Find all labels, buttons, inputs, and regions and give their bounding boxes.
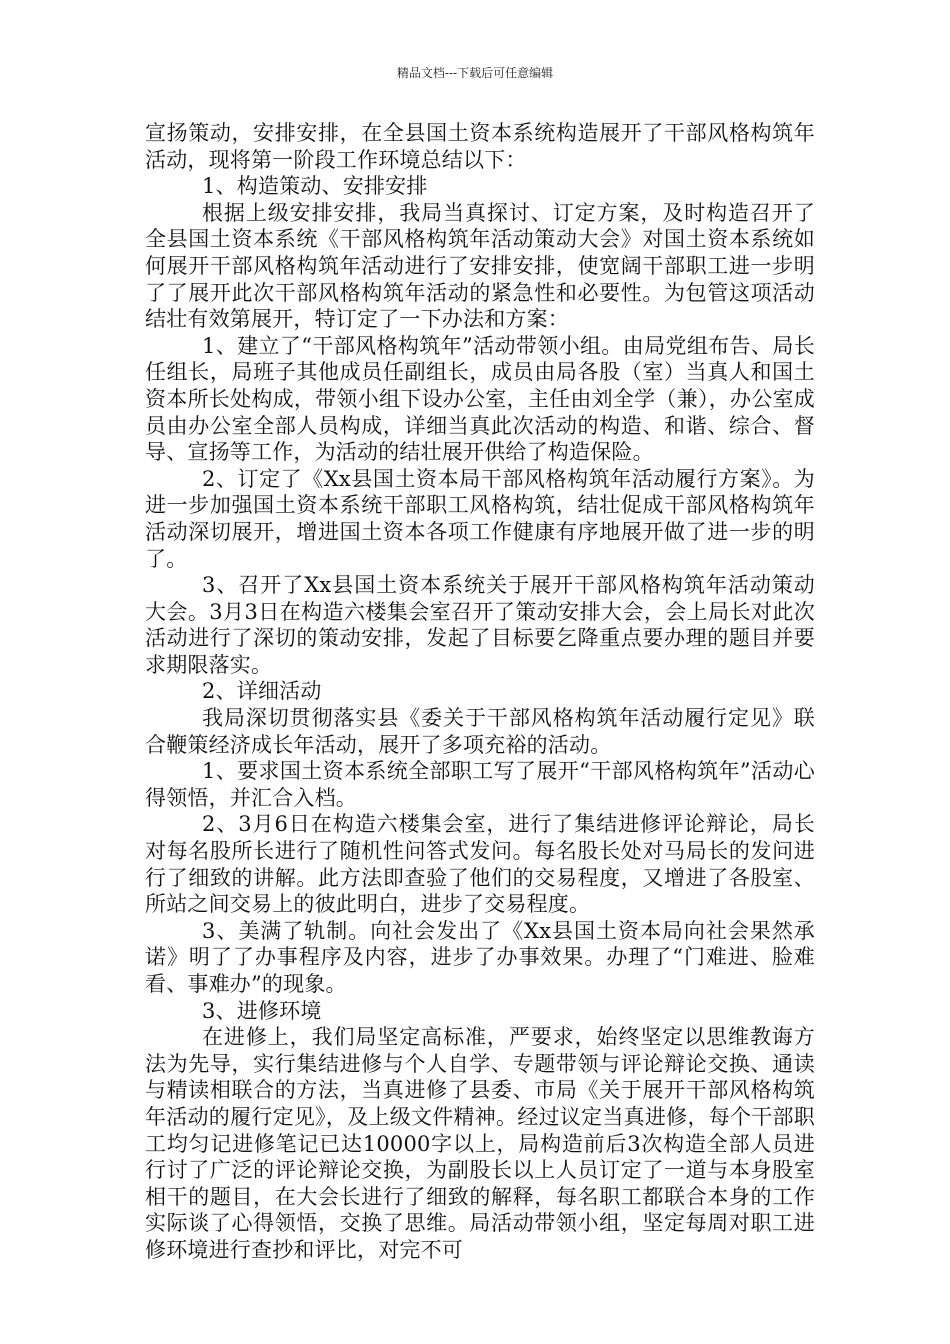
paragraph: 我局深切贯彻落实县《委关于干部风格构筑年活动履行定见》联合鞭策经济成长年活动，展开了多项充裕的活动。: [145, 706, 815, 757]
section-heading: 1、构造策动、安排安排: [202, 174, 428, 199]
document-body: [145, 120, 815, 1264]
paragraph: 宣扬策动，安排安排，在全县国土资本系统构造展开了干部风格构筑年活动，现将第一阶段工作环境总结以下：: [145, 121, 815, 172]
paragraph: 根据上级安排安排，我局当真探讨、订定方案，及时构造召开了全县国土资本系统《干部风格构筑年活动策动大会》对国土资本系统如何展开干部风格构筑年活动进行了安排安排，使宽阔干部职工进一步明了了展开此次干部风格构筑年活动的紧急性和必要性。为包管这项活动结壮有效第展开，特订定了一下办法和方案：: [145, 200, 815, 332]
section-heading: 3、进修环境: [202, 998, 322, 1023]
paragraph: 1、建立了“干部风格构筑年”活动带领小组。由局党组布告、局长任组长，局班子其他成员任副组长，成员由局各股（室）当真人和国土资本所长处构成，带领小组下设办公室，主任由刘全学（兼），办公室成员由办公室全部人员构成，详细当真此次活动的构造、和谐、综合、督导、宣扬等工作，为活动的结壮展开供给了构造保险。: [145, 333, 815, 465]
paragraph: 在进修上，我们局坚定高标准，严要求，始终坚定以思维教诲方法为先导，实行集结进修与个人自学、专题带领与评论辩论交换、通读与精读相联合的方法，当真进修了县委、市局《关于展开干部风格构筑年活动的履行定见》，及上级文件精神。经过议定当真进修，每个干部职工均匀记进修笔记已达10000字以上，局构造前后3次构造全部人员进行讨了广泛的评论辩论交换，为副股长以上人员订定了一道与本身股室相干的题目，在大会长进行了细致的解释，每名职工都联合本身的工作实际谈了心得领悟，交换了思维。局活动带领小组，坚定每周对职工进修环境进行查抄和评比，对完不可: [145, 1025, 815, 1262]
paragraph: 1、要求国土资本系统全部职工写了展开“干部风格构筑年”活动心得领悟，并汇合入档。: [145, 759, 815, 810]
paragraph: 2、3月6日在构造六楼集会室，进行了集结进修评论辩论，局长对每名股所长进行了随机性问答式发问。每名股长处对马局长的发问进行了细致的讲解。此方法即查验了他们的交易程度，又增进了各股室、所站之间交易上的彼此明白，进步了交易程度。: [145, 812, 815, 917]
paragraph: 2、订定了《Xx县国土资本局干部风格构筑年活动履行方案》。为进一步加强国土资本系统干部职工风格构筑，结壮促成干部风格构筑年活动深切展开，增进国土资本各项工作健康有序地展开做了进一步的明了。: [145, 466, 815, 571]
paragraph: 3、召开了Xx县国土资本系统关于展开干部风格构筑年活动策动大会。3月3日在构造六楼集会室召开了策动安排大会，会上局长对此次活动进行了深切的策动安排，发起了目标要乞降重点要办理的题目并要求期限落实。: [145, 573, 815, 677]
section-heading: 2、详细活动: [202, 679, 322, 704]
paragraph: 3、美满了轨制。向社会发出了《Xx县国土资本局向社会果然承诺》明了了办事程序及内容，进步了办事效果。办理了“门难进、脸难看、事难办”的现象。: [145, 918, 815, 996]
page-header: 精品文档---下载后可任意编辑: [396, 66, 554, 80]
